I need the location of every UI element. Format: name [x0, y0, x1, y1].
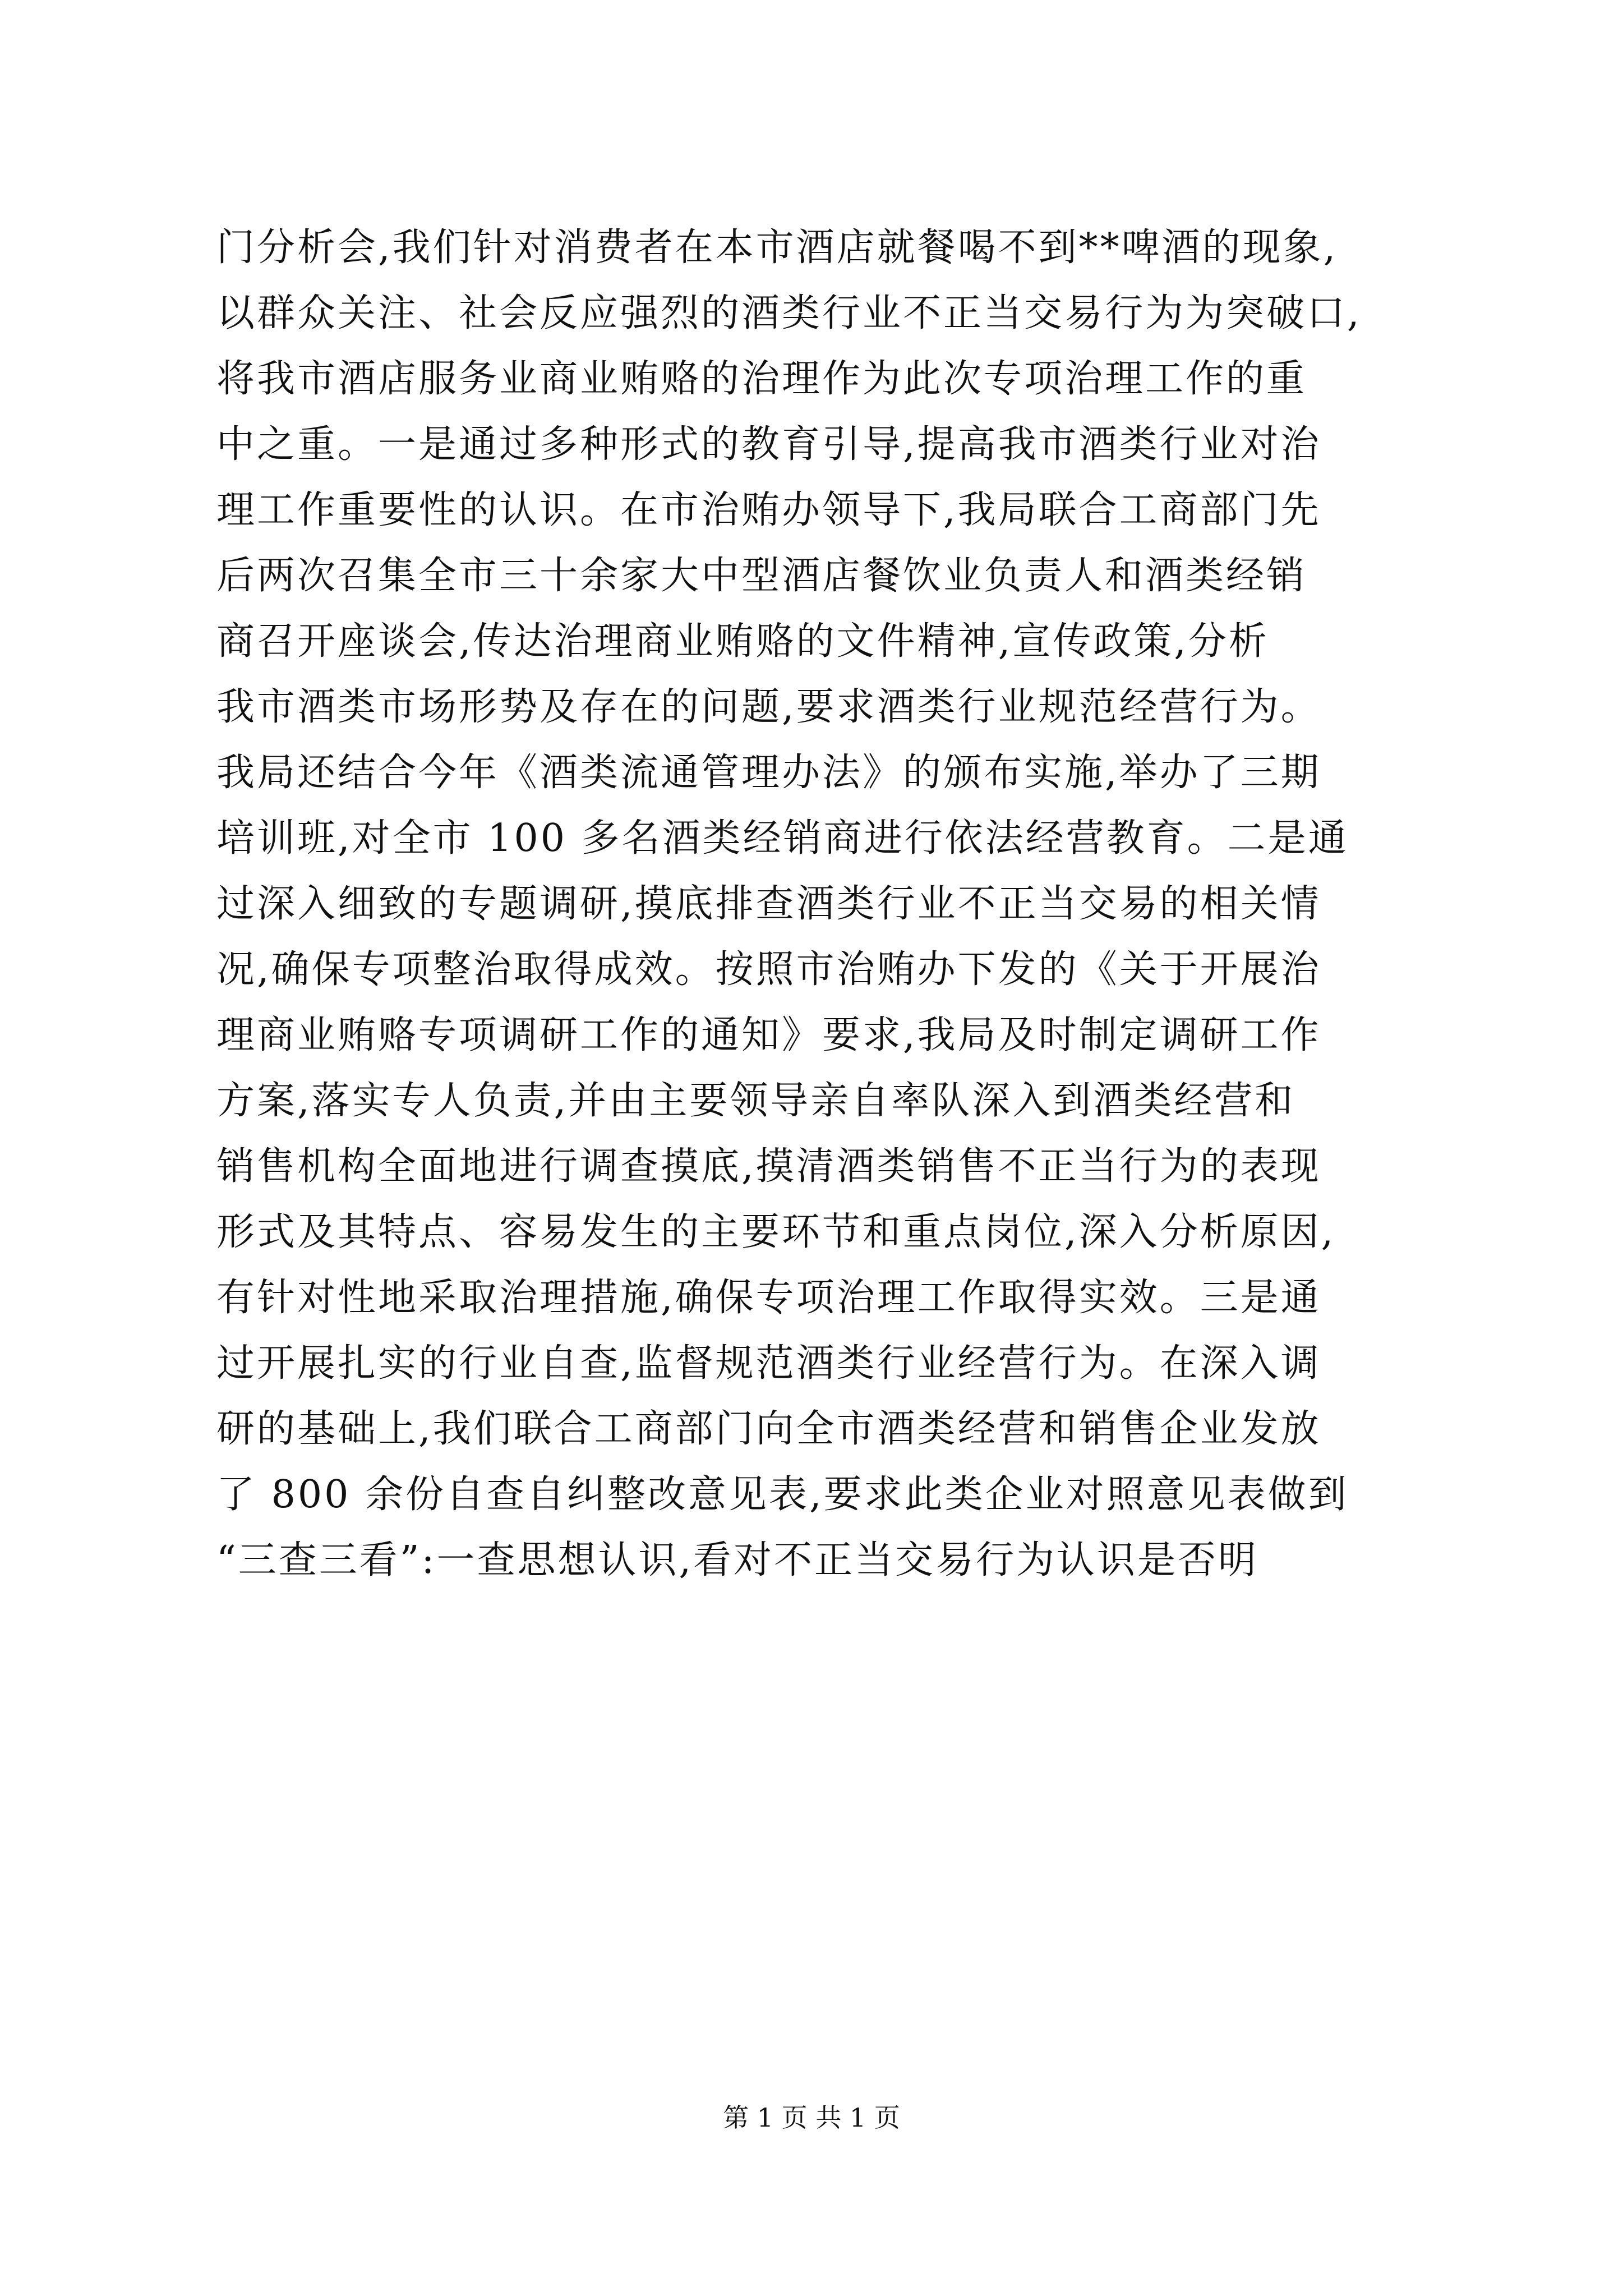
text-line: 理工作重要性的认识。在市治贿办领导下,我局联合工商部门先	[216, 488, 1321, 532]
text-line: 过深入细致的专题调研,摸底排查酒类行业不正当交易的相关情	[216, 882, 1321, 926]
text-line: 我局还结合今年《酒类流通管理办法》的颁布实施,举办了三期	[216, 751, 1321, 795]
text-line: 后两次召集全市三十余家大中型酒店餐饮业负责人和酒类经销	[216, 554, 1307, 598]
text-line: 过开展扎实的行业自查,监督规范酒类行业经营行为。在深入调	[216, 1341, 1321, 1386]
body-text	[216, 215, 1428, 1593]
text-line: 方案,落实专人负责,并由主要领导亲自率队深入到酒类经营和	[216, 1079, 1295, 1123]
text-line: 况,确保专项整治取得成效。按照市治贿办下发的《关于开展治	[216, 947, 1321, 992]
text-line: 销售机构全面地进行调查摸底,摸清酒类销售不正当行为的表现	[216, 1144, 1321, 1189]
text-line: 研的基础上,我们联合工商部门向全市酒类经营和销售企业发放	[216, 1407, 1321, 1451]
text-line: 理商业贿赂专项调研工作的通知》要求,我局及时制定调研工作	[216, 1013, 1321, 1057]
text-line: 有针对性地采取治理措施,确保专项治理工作取得实效。三是通	[216, 1276, 1321, 1320]
text-line: 以群众关注、社会反应强烈的酒类行业不正当交易行为为突破口,	[216, 291, 1362, 335]
text-line: 门分析会,我们针对消费者在本市酒店就餐喝不到**啤酒的现象,	[216, 226, 1338, 270]
text-line: 我市酒类市场形势及存在的问题,要求酒类行业规范经营行为。	[216, 685, 1321, 729]
text-line: 将我市酒店服务业商业贿赂的治理作为此次专项治理工作的重	[216, 357, 1307, 401]
text-line: 商召开座谈会,传达治理商业贿赂的文件精神,宣传政策,分析	[216, 619, 1269, 664]
text-line: 中之重。一是通过多种形式的教育引导,提高我市酒类行业对治	[216, 422, 1321, 467]
text-line: 培训班,对全市 100 多名酒类经销商进行依法经营教育。二是通	[216, 816, 1349, 861]
text-line: 形式及其特点、容易发生的主要环节和重点岗位,深入分析原因,	[216, 1210, 1336, 1254]
page-footer: 第 1 页 共 1 页	[723, 2102, 900, 2133]
text-line: “三查三看”:一查思想认识,看对不正当交易行为认识是否明	[216, 1538, 1259, 1582]
text-line: 了 800 余份自查自纠整改意见表,要求此类企业对照意见表做到	[216, 1473, 1349, 1517]
